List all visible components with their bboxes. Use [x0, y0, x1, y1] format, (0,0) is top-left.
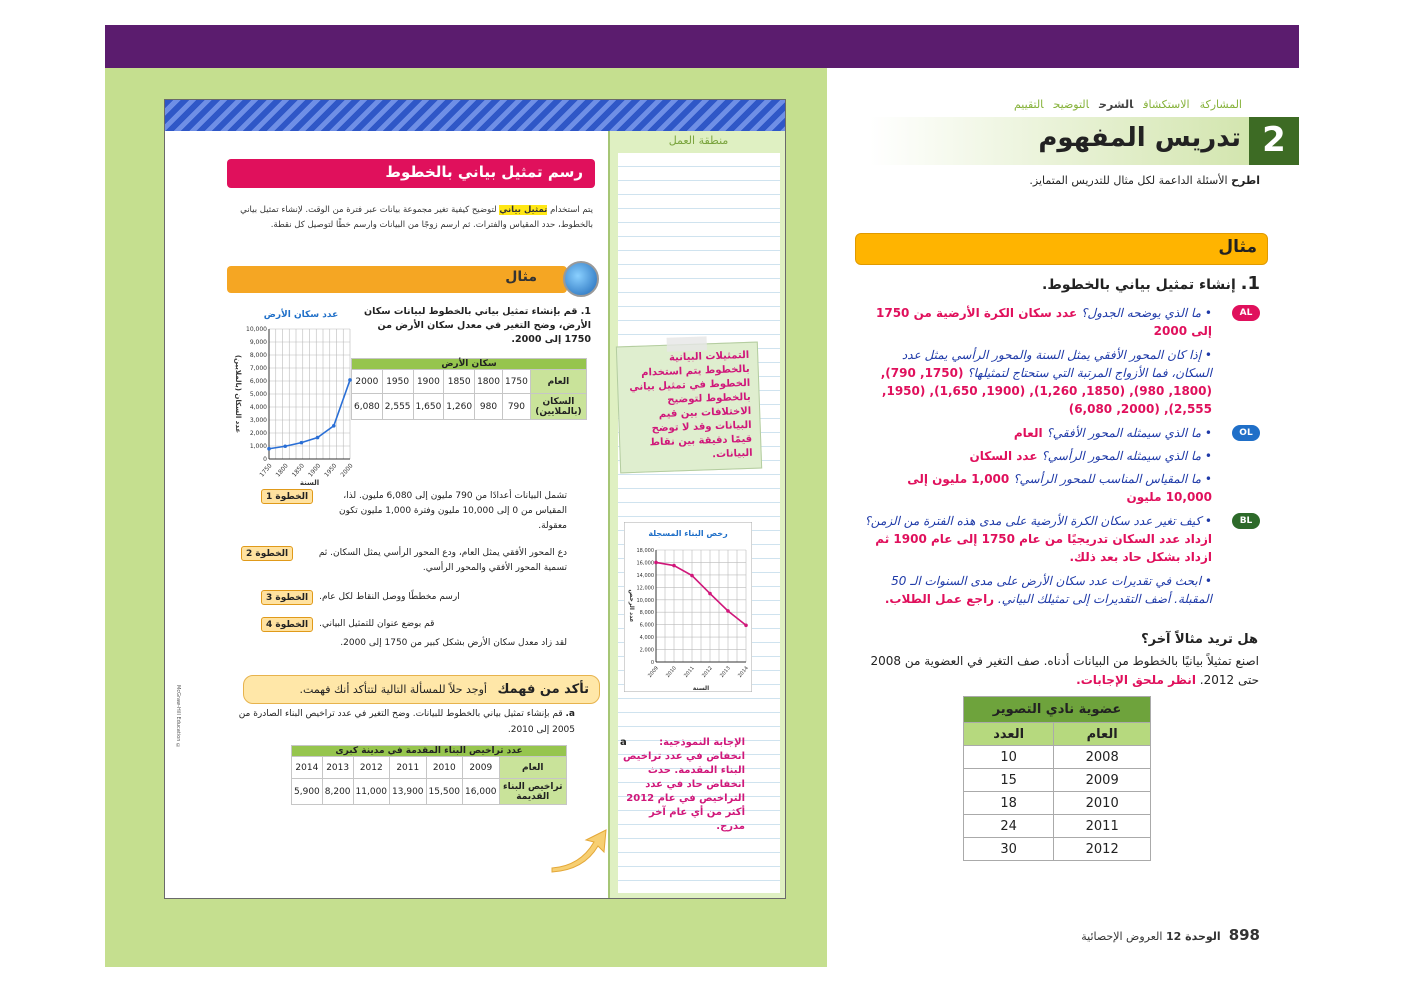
y-tick-label: 1,000 [249, 443, 267, 450]
globe-icon [563, 261, 599, 297]
bullet-5: • ما المقياس المناسب للمحور الرأسي؟ 1,000 مليون إلى 10,000 مليون [907, 472, 1212, 504]
x-tick-label: 1800 [274, 462, 290, 479]
data-point [283, 444, 287, 448]
step-4 [261, 617, 567, 632]
permits-table [291, 745, 567, 805]
x-tick-label: 2013 [719, 665, 732, 679]
cell: 2011 [390, 757, 427, 779]
nav-explore[interactable]: الاستكشاف [1143, 98, 1190, 111]
population-table-caption: سكان الأرض [352, 359, 587, 370]
x-axis-label: السنة [692, 685, 710, 692]
year-label: العام [499, 757, 566, 779]
x-tick-label: 2011 [683, 665, 696, 679]
y-tick-label: 7,000 [249, 365, 267, 372]
population-label: السكان (بالملايين) [530, 394, 586, 420]
ol-badge: OL [1232, 425, 1260, 441]
club-table [963, 696, 1151, 861]
step-text: تشمل البيانات أعدادًا من 790 مليون إلى 6,080 مليون. لذا، المقياس من 0 إلى 10,000 مليون وفترة 1,000 مليون تكون معقولة. [339, 491, 567, 531]
table-row: 2011 24 [964, 815, 1151, 838]
cell: 5,900 [292, 779, 323, 805]
x-tick-label: 1750 [258, 462, 274, 479]
col-year: العام [1054, 723, 1151, 746]
y-axis-label: عدد السكان (بالملايين) [234, 354, 242, 434]
y-tick-label: 12,000 [636, 585, 654, 592]
cell: 2000 [352, 370, 383, 394]
sticky-note: التمثيلات البيانية بالخطوط يتم استخدام الخطوط في تمثيل بياني بالخطوط لتوضيح الاختلافات بين قيم البيانات وقد لا توضح قيمًا دقيقة بين نقاط البيانات. [616, 342, 762, 474]
data-point [744, 623, 748, 627]
x-tick-label: 2000 [339, 462, 355, 479]
data-point [300, 441, 304, 445]
cell: 2013 [322, 757, 353, 779]
data-point [726, 609, 730, 613]
section-banner [870, 117, 1299, 165]
cell: 1850 [444, 370, 475, 394]
example-heading: مثال [227, 266, 567, 293]
table-row: 2009 15 [964, 769, 1151, 792]
population-chart [231, 305, 356, 487]
lesson-intro: يتم استخدام تمثيل بياني لتوضيح كيفية تغير مجموعة بيانات عبر فترة من الوقت. لإنشاء تمثيل بياني بالخطوط، حدد المقياس والفترات. ثم ارسم زوجًا من البيانات وارسم خطًا لتوصيل كل نقطة. [240, 205, 593, 230]
work-zone [608, 131, 785, 898]
bullet-4: • ما الذي سيمثله المحور الرأسي؟ عدد السكان [969, 449, 1212, 463]
y-tick-label: 4,000 [639, 635, 654, 642]
y-tick-label: 8,000 [639, 610, 654, 617]
data-point [348, 378, 352, 382]
unit-title: العروض الإحصائية [1081, 930, 1163, 943]
cell: 1900 [413, 370, 444, 394]
work-zone-title: منطقة العمل [668, 134, 729, 147]
unit-label: الوحدة 12 [1165, 930, 1221, 943]
bullet-6: • كيف تغير عدد سكان الكرة الأرضية على مدى هذه الفترة من الزمن؟ ازداد عدد السكان تدريجيًا من عام 1750 إلى عام 1900 ثم ازداد بشكل حاد بعد ذلك. [864, 514, 1212, 564]
step-text: ارسم مخططًا ووصل النقاط لكل عام. [319, 592, 460, 602]
x-axis-label: السنة [299, 479, 320, 487]
nav-evaluate[interactable]: التقييم [1013, 98, 1044, 111]
answer-letter: a [620, 737, 627, 748]
cell: 1,650 [413, 394, 444, 420]
bullet-7: • ابحث في تقديرات عدد سكان الأرض على مدى السنوات الـ 50 المقبلة. أضف التقديرات إلى تمثيلك البياني. راجع عمل الطلاب. [884, 574, 1212, 606]
student-page-thumbnail [164, 99, 786, 899]
y-tick-label: 4,000 [249, 404, 267, 411]
x-tick-label: 1950 [323, 462, 339, 479]
x-tick-label: 2012 [701, 665, 714, 679]
y-axis-label: عدد الرخص [628, 589, 635, 623]
y-tick-label: 6,000 [249, 378, 267, 385]
cell: 2010 [426, 757, 463, 779]
cell: 1950 [382, 370, 413, 394]
bullet-2: • إذا كان المحور الأفقي يمثل السنة والمحور الرأسي يمثل عدد السكان، فما الأزواج المرتبة التي ستحتاج لتمثيلها؟ (1750, 790), (1800, 980), (1850, 1,260), (1900, 1,650), (1950, 2,555), (2000, 6,080) [880, 348, 1212, 416]
table-row: 2008 10 [964, 746, 1151, 769]
chart-title: عدد سكان الأرض [263, 310, 339, 320]
top-purple-bar [105, 25, 1299, 68]
cell: 2009 [463, 757, 500, 779]
cell: 1,260 [444, 394, 475, 420]
cell: 2,555 [382, 394, 413, 420]
x-tick-label: 1900 [307, 462, 323, 479]
check-understanding [243, 675, 600, 704]
step-tag: الخطوة 4 [261, 617, 313, 632]
y-tick-label: 0 [263, 456, 267, 463]
data-point [672, 564, 676, 568]
year-label: العام [530, 370, 586, 394]
another-example-text: اصنع تمثيلاً بيانيًا بالخطوط من البيانات أدناه. صف التغير في العضوية من 2008 حتى 2012. انظر ملحق الإجابات. [870, 654, 1259, 687]
x-tick-label: 2010 [665, 665, 678, 679]
check-text: أوجد حلاً للمسألة التالية لتتأكد أنك فهمت. [299, 683, 487, 696]
x-tick-label: 2009 [647, 665, 660, 679]
permits-table-caption: عدد تراخيص البناء المقدمة في مدينة كبرى [292, 746, 567, 757]
club-table-caption: عضوية نادي التصوير [964, 697, 1151, 723]
lesson-nav [900, 98, 1242, 111]
data-point [690, 574, 694, 578]
bullet-1: • ما الذي يوضحه الجدول؟ عدد سكان الكرة الأرضية من 1750 إلى 2000 [876, 306, 1212, 338]
cell: 13,900 [390, 779, 427, 805]
y-tick-label: 9,000 [249, 339, 267, 346]
cell: 2012 [353, 757, 390, 779]
cell: 2014 [292, 757, 323, 779]
page-number: 898 [1228, 926, 1260, 944]
example-bar: مثال [855, 233, 1268, 265]
step-tag: الخطوة 2 [241, 546, 293, 561]
step-text: دع المحور الأفقي يمثل العام، ودع المحور الرأسي يمثل السكان. ثم تسمية المحور الأفقي والمحور الرأسي. [318, 548, 567, 573]
cell: 16,000 [463, 779, 500, 805]
bl-badge: BL [1232, 513, 1260, 529]
cell: 1750 [502, 370, 530, 394]
y-tick-label: 5,000 [249, 391, 267, 398]
population-table [351, 358, 587, 420]
y-tick-label: 8,000 [249, 352, 267, 359]
y-tick-label: 14,000 [636, 572, 654, 579]
answer-text: الإجابة النموذجية: انخفاض في عدد تراخيص البناء المقدمة. حدث انخفاض حاد في عدد التراخيص في عام 2012 أكثر من أي عام آخر مدرج. [623, 737, 745, 832]
page-footer [1060, 926, 1260, 944]
cell: 1800 [475, 370, 503, 394]
cell: 8,200 [322, 779, 353, 805]
data-point [708, 592, 712, 596]
section-number: 2 [1249, 117, 1299, 165]
y-tick-label: 6,000 [639, 622, 654, 629]
intro-text: اطرح الأسئلة الداعمة لكل مثال للتدريس المتمايز. [1029, 174, 1260, 187]
step-2 [241, 546, 567, 576]
bullet-3: • ما الذي سيمثله المحور الأفقي؟ العام [1013, 426, 1212, 440]
cell: 15,500 [426, 779, 463, 805]
step-tag: الخطوة 3 [261, 590, 313, 605]
cell: 790 [502, 394, 530, 420]
y-tick-label: 2,000 [639, 647, 654, 654]
cell: 6,080 [352, 394, 383, 420]
data-point [267, 447, 271, 451]
permit-chart [624, 522, 752, 692]
another-example-heading: هل تريد مثالاً آخر؟ [1141, 632, 1258, 647]
nav-explain[interactable]: الشرح [1099, 98, 1134, 111]
check-title: تأكد من فهمك [497, 682, 589, 697]
lesson-heading: رسم تمثيل بياني بالخطوط [227, 159, 595, 188]
arrow-icon [550, 828, 610, 873]
y-tick-label: 10,000 [246, 326, 267, 333]
header-stripe [165, 100, 785, 131]
cell: 11,000 [353, 779, 390, 805]
step-text: قم بوضع عنوان للتمثيل البياني. [319, 619, 435, 629]
step-3 [261, 590, 567, 605]
y-tick-label: 2,000 [249, 430, 267, 437]
exercise-a: a. قم بإنشاء تمثيل بياني بالخطوط للبيانات. وضح التغير في عدد تراخيص البناء الصادرة من 2005 إلى 2010. [238, 709, 575, 735]
y-tick-label: 16,000 [636, 560, 654, 567]
y-tick-label: 18,000 [636, 548, 654, 554]
sample-answer [620, 736, 745, 834]
col-count: العدد [964, 723, 1054, 746]
y-tick-label: 0 [650, 660, 654, 666]
data-point [654, 561, 658, 565]
conclusion: لقد زاد معدل سكان الأرض بشكل كبير من 1750 إلى 2000. [340, 638, 567, 648]
x-tick-label: 1850 [290, 462, 306, 479]
table-row: 2010 18 [964, 792, 1151, 815]
y-tick-label: 10,000 [636, 597, 654, 604]
cell: 980 [475, 394, 503, 420]
nav-engage[interactable]: المشاركة [1199, 98, 1242, 111]
permits-label: تراخيص البناء القديمة [499, 779, 566, 805]
table-row: 2012 30 [964, 838, 1151, 861]
question-1: 1. إنشاء تمثيل بياني بالخطوط. [1042, 273, 1260, 294]
data-point [316, 436, 320, 440]
data-point [332, 424, 336, 428]
example-question: 1. قم بإنشاء تمثيل بياني بالخطوط لبيانات سكان الأرض، وضح التغير في معدل سكان الأرض من 1750 إلى 2000. [364, 306, 591, 345]
y-tick-label: 3,000 [249, 417, 267, 424]
step-tag: الخطوة 1 [261, 489, 313, 504]
nav-elaborate[interactable]: التوضيح [1053, 98, 1089, 111]
chart-title: رخص البناء المسجلة [648, 529, 728, 538]
x-tick-label: 2014 [737, 665, 750, 679]
section-title: تدريس المفهوم [1038, 123, 1241, 153]
copyright-side-text: McGraw-Hill Education © [175, 685, 181, 749]
al-badge: AL [1232, 305, 1260, 321]
key-term: تمثيل بياني [499, 205, 548, 215]
step-1 [261, 489, 567, 534]
